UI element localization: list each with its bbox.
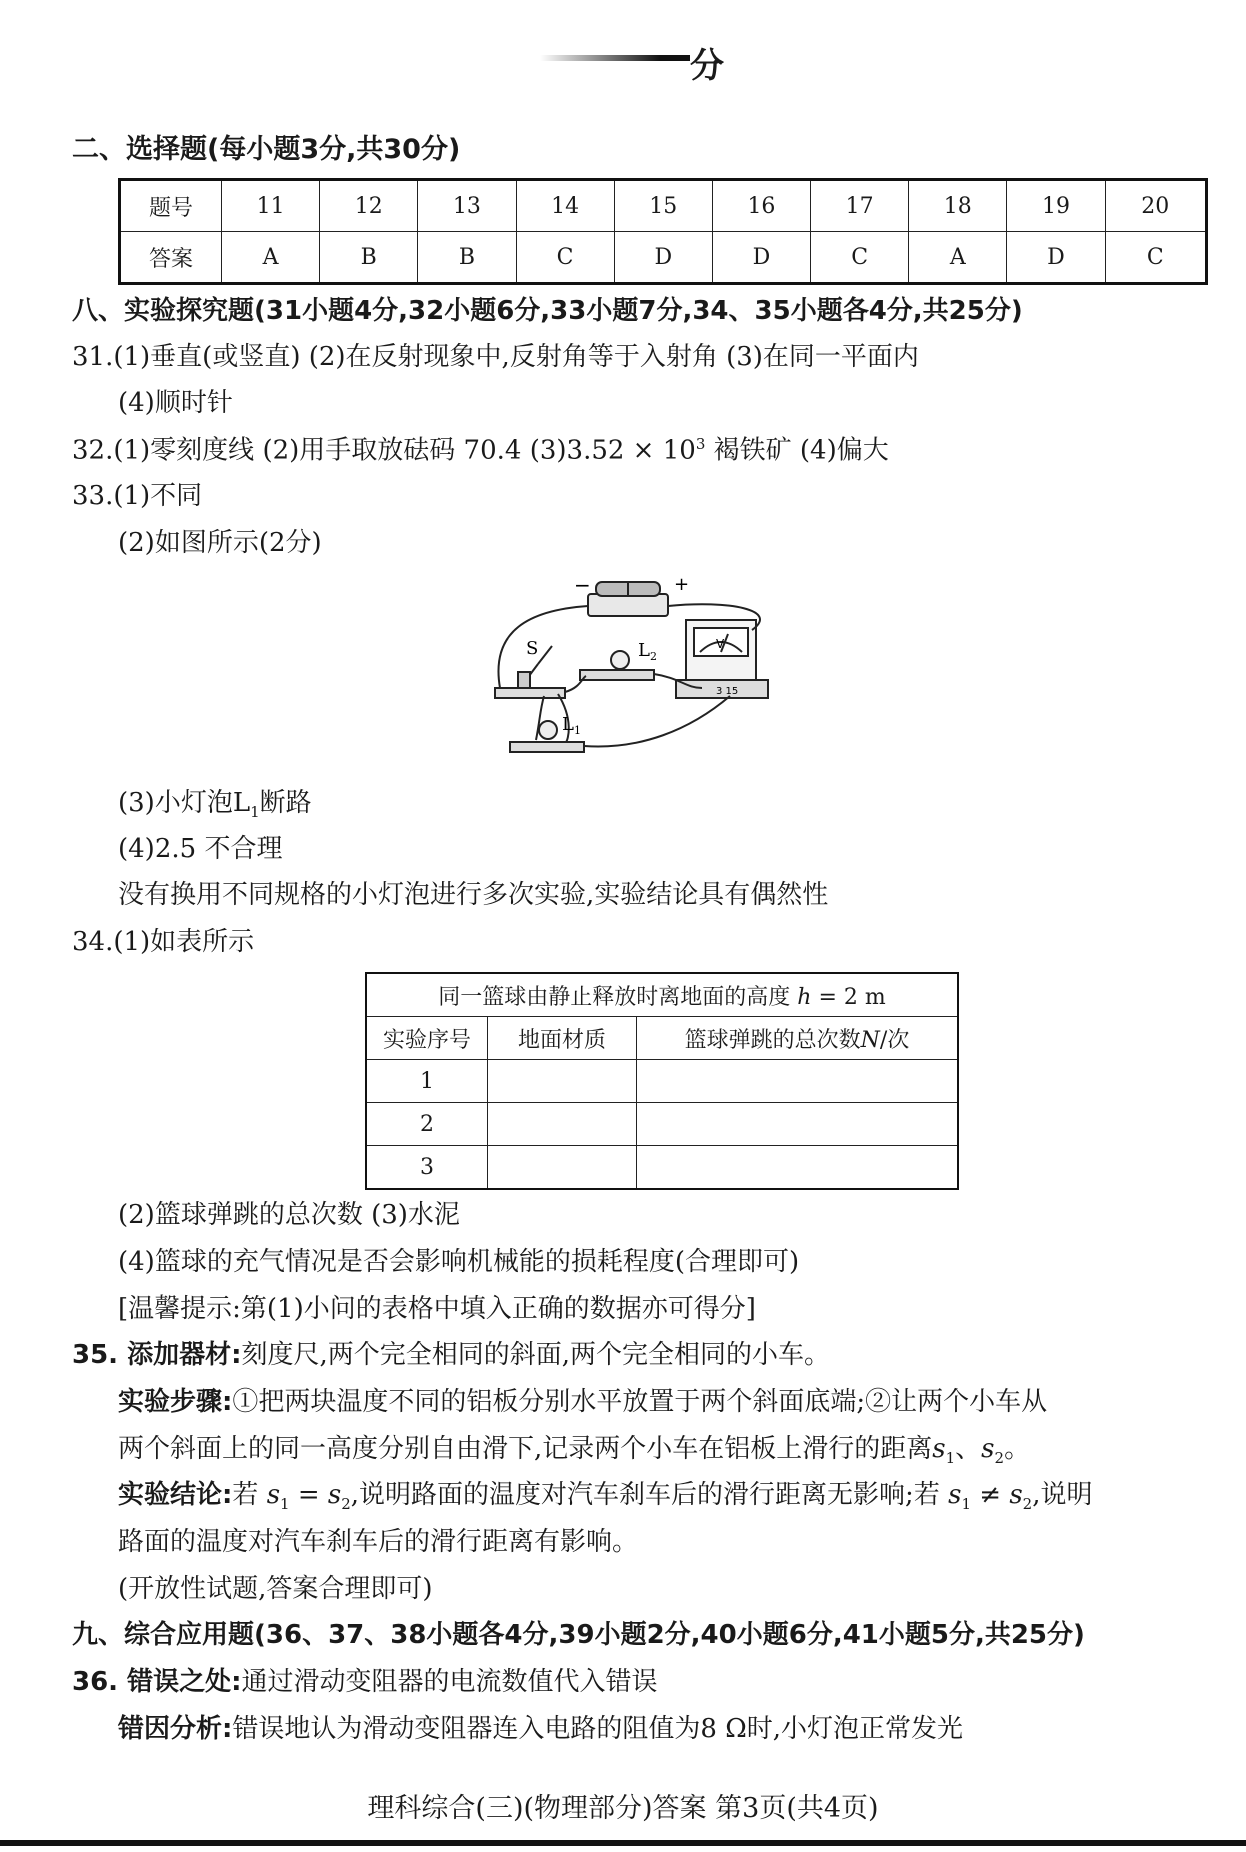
table-caption: 同一篮球由静止释放时离地面的高度 h = 2 m: [366, 973, 958, 1017]
table-cell: B: [320, 232, 418, 284]
switch-label: S: [526, 638, 539, 659]
q35-line1: 35. 添加器材:刻度尺,两个完全相同的斜面,两个完全相同的小车。: [72, 1340, 831, 1370]
table-header: 地面材质: [488, 1017, 637, 1060]
table-row: [120, 232, 1207, 284]
table-cell: [637, 1103, 959, 1146]
q33-line3: (3)小灯泡$L_1$断路: [118, 788, 312, 822]
table-cell: D: [712, 232, 810, 284]
table-cell: 2: [366, 1103, 488, 1146]
voltmeter-scale: 3 15: [716, 686, 739, 697]
table-cell: 14: [516, 180, 614, 232]
bulb-l2-icon: [580, 670, 654, 680]
section-9-heading: 九、综合应用题(36、37、38小题各4分,39小题2分,40小题6分,41小题5分,共25分): [72, 1620, 1085, 1650]
l1-label: $L_1$: [562, 714, 581, 737]
q34-line2: (2)篮球弹跳的总次数 (3)水泥: [118, 1200, 460, 1230]
header-char: 分: [690, 46, 724, 86]
q33-line4: (4)2.5 不合理: [118, 834, 283, 864]
bottom-rule: [0, 1840, 1246, 1846]
q33-line5: 没有换用不同规格的小灯泡进行多次实验,实验结论具有偶然性: [118, 880, 829, 910]
battery-negative-label: −: [574, 573, 591, 597]
table-header: 篮球弹跳的总次数N/次: [637, 1017, 959, 1060]
table-row: [366, 1146, 958, 1190]
answer-table: [118, 178, 1208, 285]
table-cell: 3: [366, 1146, 488, 1190]
q34-line3: (4)篮球的充气情况是否会影响机械能的损耗程度(合理即可): [118, 1247, 800, 1277]
table-cell: B: [418, 232, 516, 284]
table-cell: [488, 1103, 637, 1146]
table-cell: [637, 1146, 959, 1190]
bulb-l1-icon: [510, 742, 584, 752]
section-8-heading: 八、实验探究题(31小题4分,32小题6分,33小题7分,34、35小题各4分,共25分): [72, 296, 1023, 326]
battery-positive-label: +: [674, 574, 690, 595]
q31-line2: (4)顺时针: [118, 388, 233, 418]
circuit-diagram: [490, 570, 830, 780]
experiment-table: [365, 972, 959, 1190]
q34-line4: [温馨提示:第(1)小问的表格中填入正确的数据亦可得分]: [118, 1294, 756, 1324]
table-cell: A: [909, 232, 1007, 284]
table-row: [366, 973, 958, 1017]
q33-line1: 33.(1)不同: [72, 481, 203, 511]
table-cell: 16: [712, 180, 810, 232]
q32-part-a: 32.(1)零刻度线 (2)用手取放砝码 70.4 (3)3.52 × 10: [72, 435, 696, 466]
table-cell: 题号: [120, 180, 222, 232]
table-cell: 18: [909, 180, 1007, 232]
section-2-heading: 二、选择题(每小题3分,共30分): [72, 134, 461, 165]
table-cell: C: [1105, 232, 1206, 284]
header-decoration: [540, 55, 690, 61]
table-cell: 1: [366, 1060, 488, 1103]
q35-line6: (开放性试题,答案合理即可): [118, 1574, 433, 1604]
q35-line2: 实验步骤:①把两块温度不同的铝板分别水平放置于两个斜面底端;②让两个小车从: [118, 1387, 1048, 1417]
table-cell: 15: [614, 180, 712, 232]
q32-part-b: 褐铁矿 (4)偏大: [705, 435, 889, 466]
table-cell: 19: [1007, 180, 1105, 232]
voltmeter-label: V: [716, 637, 725, 651]
table-cell: A: [222, 232, 320, 284]
table-cell: 12: [320, 180, 418, 232]
table-row: [366, 1060, 958, 1103]
table-row: [120, 180, 1207, 232]
q36-line2: 错因分析:错误地认为滑动变阻器连入电路的阻值为8 Ω时,小灯泡正常发光: [118, 1714, 964, 1744]
page-footer: 理科综合(三)(物理部分)答案 第3页(共4页): [367, 1793, 879, 1824]
table-cell: 11: [222, 180, 320, 232]
table-cell: 20: [1105, 180, 1206, 232]
table-cell: [488, 1060, 637, 1103]
q35-line4: 实验结论:若 $s_1 = s_2$,说明路面的温度对汽车刹车后的滑行距离无影响;若 $s_1 \ne s_2$,说明: [118, 1480, 1093, 1514]
table-cell: 17: [811, 180, 909, 232]
table-cell: [488, 1146, 637, 1190]
table-cell: 13: [418, 180, 516, 232]
q36-line1: 36. 错误之处:通过滑动变阻器的电流数值代入错误: [72, 1667, 658, 1697]
l2-label: $L_2$: [638, 640, 657, 663]
table-row: [366, 1017, 958, 1060]
table-cell: C: [811, 232, 909, 284]
q35-line5: 路面的温度对汽车刹车后的滑行距离有影响。: [118, 1527, 639, 1557]
table-cell: D: [614, 232, 712, 284]
q33-line2: (2)如图所示(2分): [118, 528, 322, 558]
battery-icon: [588, 594, 668, 616]
q35-line3: 两个斜面上的同一高度分别自由滑下,记录两个小车在铝板上滑行的距离$s_1$、$s_2$。: [118, 1434, 1031, 1468]
table-row: [366, 1103, 958, 1146]
table-cell: C: [516, 232, 614, 284]
switch-icon: [495, 688, 565, 698]
table-cell: [637, 1060, 959, 1103]
q34-line1: 34.(1)如表所示: [72, 927, 255, 957]
q32-exponent: 3: [695, 435, 706, 453]
table-cell: 答案: [120, 232, 222, 284]
q31-line1: 31.(1)垂直(或竖直) (2)在反射现象中,反射角等于入射角 (3)在同一平面内: [72, 342, 919, 372]
table-header: 实验序号: [366, 1017, 488, 1060]
q32-line: [72, 437, 889, 464]
table-cell: D: [1007, 232, 1105, 284]
